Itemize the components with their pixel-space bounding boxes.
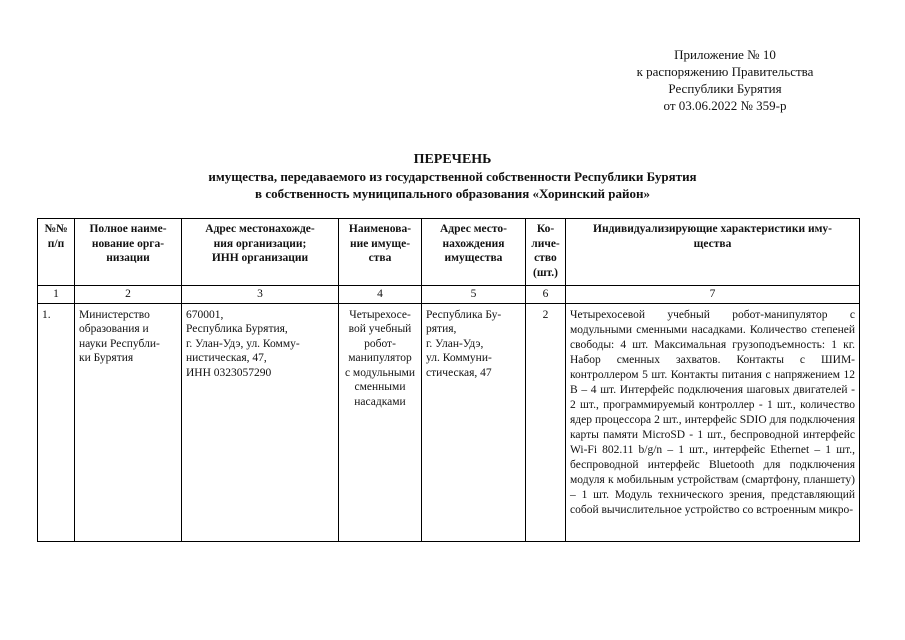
- header-quantity: Ко- личе- ство (шт.): [526, 219, 566, 286]
- column-number: 4: [339, 286, 422, 304]
- column-number: 2: [75, 286, 182, 304]
- document-subtitle-line-1: имущества, передаваемого из государственной собственности Республики Бурятия: [208, 169, 697, 184]
- header-organization: Полное наиме- нование орга- низации: [75, 219, 182, 286]
- column-number: 6: [526, 286, 566, 304]
- cell-quantity: 2: [526, 303, 566, 541]
- attachment-line-3: Республики Бурятия: [668, 81, 782, 96]
- column-number: 7: [566, 286, 860, 304]
- cell-organization: Министерство образования и науки Республи- ки Бурятия: [75, 303, 182, 541]
- cell-org-address: 670001, Республика Бурятия, г. Улан-Удэ, ул. Комму- нистическая, 47, ИНН 0323057290: [182, 303, 339, 541]
- column-number: 5: [422, 286, 526, 304]
- header-org-address: Адрес местонахожде- ния организации; ИНН организации: [182, 219, 339, 286]
- attachment-line-4: от 03.06.2022 № 359-р: [663, 98, 787, 113]
- header-property-name: Наименова- ние имуще- ства: [339, 219, 422, 286]
- cell-property-name: Четырехосе- вой учебный робот- манипулятор с модульными сменными насадками: [339, 303, 422, 541]
- header-number: №№ п/п: [38, 219, 75, 286]
- table-row: [38, 303, 860, 541]
- table-header-row: [38, 219, 860, 286]
- column-numbers-row: [38, 286, 860, 304]
- attachment-note: [610, 46, 840, 114]
- attachment-line-1: Приложение № 10: [674, 47, 776, 62]
- document-subtitle-line-2: в собственность муниципального образования «Хоринский район»: [255, 186, 650, 201]
- column-number: 1: [38, 286, 75, 304]
- property-table: [37, 218, 860, 542]
- header-characteristics: Индивидуализирующие характеристики иму- щества: [566, 219, 860, 286]
- cell-characteristics: Четырехосевой учебный робот-манипулятор с модульными сменными насадками. Количество степеней свободы: 4 шт. Максимальная грузоподъемность: 1 кг. Набор сменных захватов. Контакты с ШИМ-контроллером 5 шт. Контакты питания с напряжением 12 В – 4 шт. Интерфейс подключения шаговых двигателей - 2 шт., программируемый контроллер - 1 шт., количество ядер процессора 2 шт., интерфейс SDIO для подключения карты памяти MicroSD - 1 шт., беспроводной интерфейс Wi-Fi 802.11 b/g/n – 1 шт., интерфейс Ethernet – 1 шт., беспроводной интерфейс Bluetooth для подключения модуля к мобильным устройствам (смартфону, планшету) – 1 шт. Модуль технического зрения, представляющий собой вычислительное устройство со встроенным микро-: [566, 303, 860, 541]
- document-heading: [150, 151, 755, 202]
- cell-property-address: Республика Бу- рятия, г. Улан-Удэ, ул. Коммуни- стическая, 47: [422, 303, 526, 541]
- document-title: ПЕРЕЧЕНЬ: [413, 152, 492, 167]
- column-number: 3: [182, 286, 339, 304]
- attachment-line-2: к распоряжению Правительства: [636, 64, 814, 79]
- cell-number: 1.: [38, 303, 75, 541]
- header-property-address: Адрес место- нахождения имущества: [422, 219, 526, 286]
